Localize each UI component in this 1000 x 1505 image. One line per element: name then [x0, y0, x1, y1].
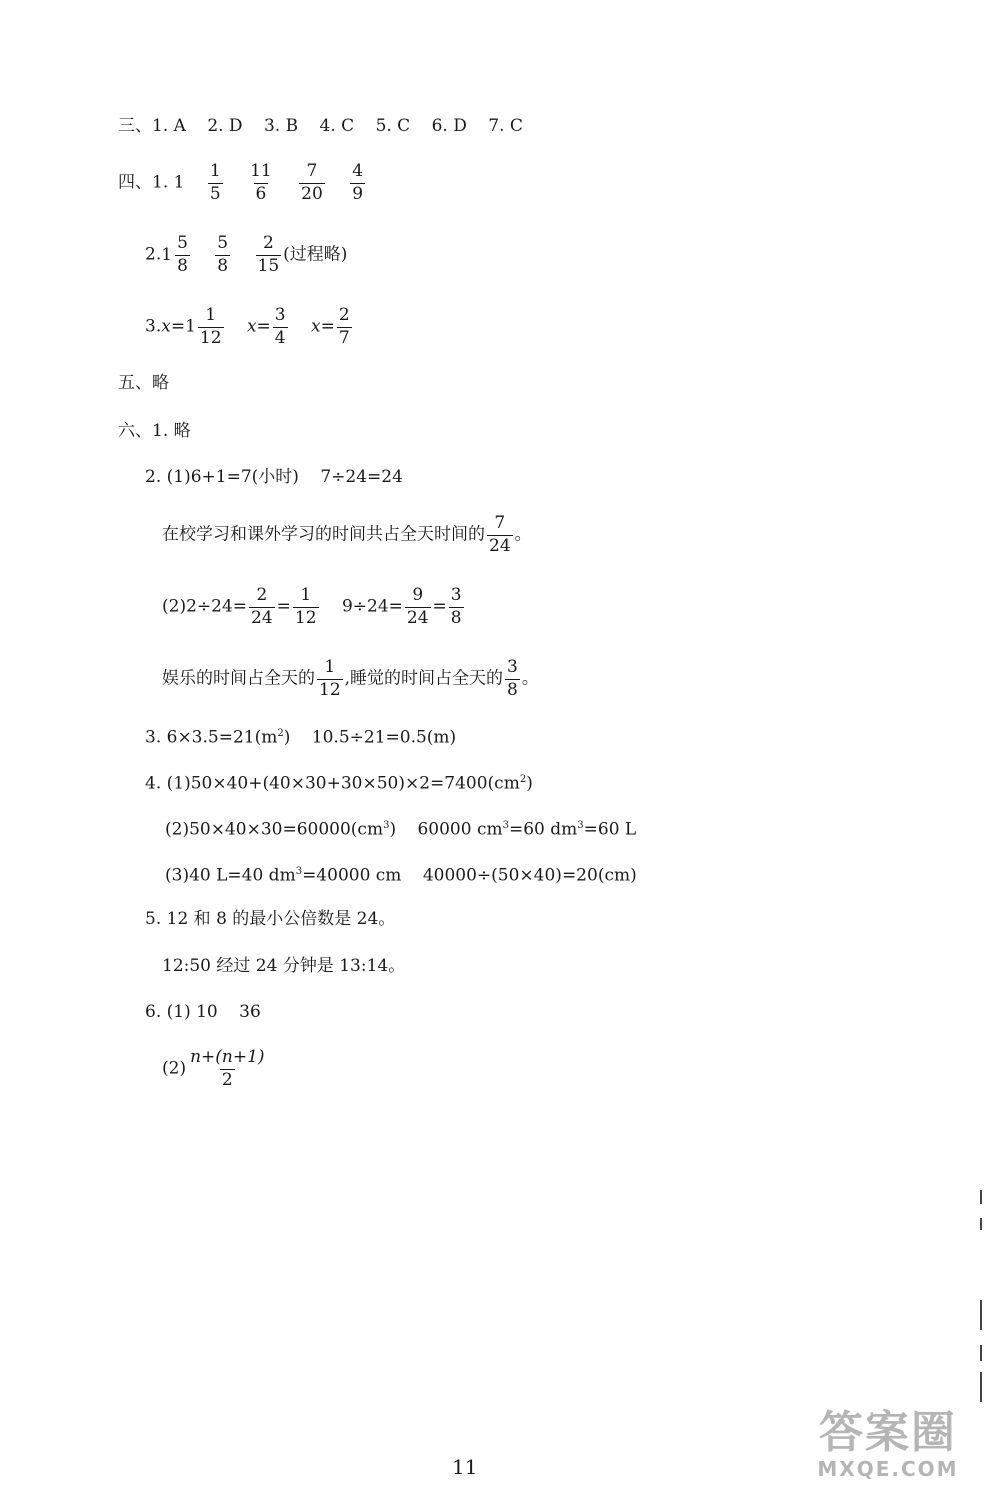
answer-line-s4-3 [145, 306, 354, 348]
variable-x: x [161, 316, 171, 337]
q4-part2c: =60 dm [508, 819, 578, 840]
fraction: $\frac{5}{8}$ [177, 233, 188, 276]
scan-edge-mark [980, 1372, 982, 1402]
s3-item: 7. C [488, 116, 523, 136]
s3-item: 3. B [263, 116, 299, 136]
equals: = [276, 596, 291, 617]
scan-edge-mark [980, 1218, 982, 1230]
s4-3-label: 3. [145, 316, 162, 337]
superscript: 3 [577, 820, 584, 831]
answer-line-s6-4a [145, 775, 533, 793]
fraction: $\frac{3}{8}$ [507, 657, 518, 700]
fraction: $\frac{9}{24}$ [406, 585, 429, 628]
answer-line-s6-5a: 5. 12 和 8 的最小公倍数是 24。 [145, 909, 396, 929]
answer-line-s4-1 [118, 162, 367, 204]
q4-part2b: 60000 cm [417, 819, 503, 840]
s4-2-label: 2. [145, 244, 162, 265]
paren: ) [283, 727, 291, 748]
variable-x: x [311, 316, 321, 337]
q3-part2: 10.5÷21=0.5(m) [311, 727, 457, 748]
answer-line-s6-2a [145, 469, 403, 486]
fraction: $\frac{2}{24}$ [251, 585, 273, 628]
q2-sentence: ,睡觉的时间占全天的 [344, 668, 504, 689]
superscript: 2 [277, 728, 284, 739]
q3-part1: 3. 6×3.5=21(m [145, 727, 278, 748]
scan-edge-mark [980, 1300, 982, 1330]
answer-line-s6-3 [145, 729, 456, 747]
scan-edge-mark [980, 1345, 982, 1361]
q4-part2d: =60 L [583, 819, 637, 840]
paren: ) [389, 819, 397, 840]
q2-part1: 2. (1)6+1=7(小时) [145, 467, 299, 487]
watermark-url: MXQE.COM [817, 1457, 959, 1482]
fraction: $\frac{11}{6}$ [250, 161, 272, 204]
q2-part2: (2)2÷24= [162, 596, 248, 617]
s3-label: 三、1. A [118, 116, 186, 136]
answer-line-s6-2e [162, 658, 539, 700]
fraction: $\frac{1}{12}$ [199, 305, 222, 348]
q6-part1b: 36 [239, 1002, 261, 1022]
q2-sentence: 在校学习和课外学习的时间共占全天时间的 [162, 524, 485, 545]
fraction: $\frac{n+(n+1)}{2}$ [190, 1047, 265, 1090]
equals: = [256, 316, 271, 337]
watermark-logo [790, 1409, 986, 1497]
answer-line-s5: 五、略 [118, 373, 169, 393]
superscript: 3 [383, 820, 390, 831]
equals: = [320, 316, 335, 337]
q4-part2: (2)50×40×30=60000(cm [165, 819, 384, 840]
answer-line-s3 [118, 118, 523, 135]
answer-line-s6-6b [162, 1048, 269, 1090]
answer-line-s6-4c [165, 867, 637, 885]
q6-part1: 6. (1) 10 [145, 1002, 218, 1022]
equals-one: =1 [170, 316, 196, 337]
q4-part3b: =40000 cm [302, 865, 402, 886]
s4-1-label: 四、1. 1 [118, 172, 185, 193]
superscript: 2 [519, 774, 527, 785]
fraction: $\frac{1}{12}$ [294, 585, 317, 628]
q4-part3: (3)40 L=40 dm [165, 865, 296, 886]
answer-line-s6-2d [162, 586, 466, 628]
q2-part1b: 7÷24=24 [320, 467, 403, 487]
q6-part2: (2) [162, 1058, 187, 1079]
mixed-whole: 1 [161, 244, 173, 265]
answer-line-s6-1: 六、1. 略 [118, 421, 191, 441]
page-number: 11 [452, 1455, 478, 1479]
fraction: $\frac{3}{4}$ [274, 305, 286, 348]
paren: ) [526, 773, 533, 794]
fraction: $\frac{4}{9}$ [352, 161, 364, 204]
equals: = [432, 596, 447, 617]
q2-sentence: 娱乐的时间占全天的 [162, 668, 315, 689]
q2-part2b: 9÷24= [341, 596, 403, 617]
fraction: $\frac{5}{8}$ [217, 233, 229, 276]
s3-item: 2. D [207, 116, 243, 136]
superscript: 3 [502, 820, 509, 831]
answer-line-s6-6a [145, 1004, 261, 1021]
fraction: $\frac{7}{24}$ [489, 513, 511, 556]
fraction: $\frac{2}{7}$ [338, 305, 350, 348]
scan-edge-mark [980, 1190, 982, 1204]
process-note: (过程略) [283, 244, 348, 265]
fraction: $\frac{3}{8}$ [450, 585, 462, 628]
answer-line-s6-5b: 12:50 经过 24 分钟是 13:14。 [162, 956, 406, 976]
answer-line-s4-2 [145, 234, 347, 276]
q4-part1: 4. (1)50×40+(40×30+30×50)×2=7400(cm [145, 773, 520, 794]
fraction: $\frac{2}{15}$ [257, 233, 280, 276]
s3-item: 5. C [375, 116, 411, 136]
period: 。 [521, 668, 539, 689]
fraction: $\frac{7}{20}$ [301, 161, 323, 204]
s3-item: 6. D [431, 116, 467, 136]
q4-part3c: 40000÷(50×40)=20(cm) [422, 865, 637, 886]
variable-x: x [246, 316, 257, 337]
s3-item: 4. C [319, 116, 355, 136]
fraction: $\frac{1}{5}$ [209, 161, 221, 204]
period: 。 [514, 524, 532, 545]
watermark-text: 答案圈 [819, 1407, 957, 1458]
fraction: $\frac{1}{12}$ [319, 657, 341, 700]
superscript: 3 [295, 866, 303, 877]
answer-line-s6-4b [165, 821, 636, 839]
answer-line-s6-2c [162, 514, 532, 556]
